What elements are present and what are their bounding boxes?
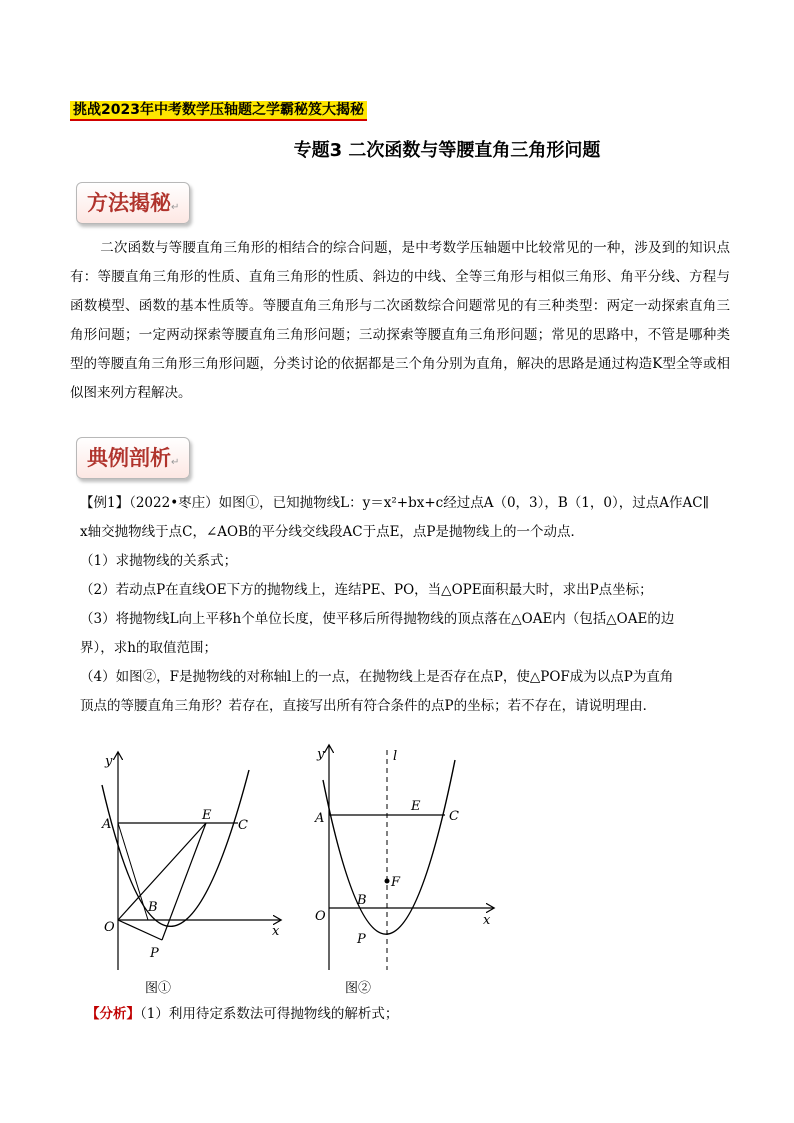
question-4: （4）如图②，F是抛物线的对称轴l上的一点，在抛物线上是否存在点P，使△POF成为以点P为直角	[80, 669, 674, 685]
segment-OP	[118, 920, 162, 940]
section-method-header	[76, 182, 190, 224]
example-line: x轴交抛物线于点C，∠AOB的平分线交线段AC于点E，点P是抛物线上的一个动点．	[80, 524, 585, 540]
label-O: O	[315, 909, 326, 924]
label-x: x	[483, 913, 491, 928]
paragraph-mark-icon: ↵	[171, 202, 180, 213]
segment-PE	[162, 823, 206, 940]
label-y: y	[317, 747, 325, 762]
example-line: 【例1】（2022•枣庄）如图①，已知抛物线L：y＝x²+bx+c经过点A（0，3），B（1，0），过点A作AC∥	[80, 495, 709, 511]
page-title: 专题3 二次函数与等腰直角三角形问题	[293, 140, 601, 161]
label-E: E	[411, 799, 421, 814]
label-C: C	[238, 818, 248, 833]
label-A: A	[102, 817, 112, 832]
question-3-cont: 界），求h的取值范围；	[80, 640, 217, 656]
series-banner: 挑战2023年中考数学压轴题之学霸秘笈大揭秘	[70, 101, 367, 121]
question-2: （2）若动点P在直线OE下方的抛物线上，连结PE、PO，当△OPE面积最大时，求出P点坐标；	[80, 582, 653, 598]
question-1: （1）求抛物线的关系式；	[80, 553, 238, 569]
figure-1	[90, 745, 290, 979]
intro-text: 二次函数与等腰直角三角形的相结合的综合问题，是中考数学压轴题中比较常见的一种，涉及到的知识点有：等腰直角三角形的性质、直角三角形的性质、斜边的中线、全等三角形与相似三角形、角平分线、方程与函数模型、函数的基本性质等。等腰直角三角形与二次函数综合问题常见的有三种类型：两定一动探索直角三角形问题；一定两动探索等腰直角三角形问题；三动探索等腰直角三角形问题；常见的思路中，不管是哪种类型的等腰直角三角形三角形问题，分类讨论的依据都是三个角分别为直角，解决的思路是通过构造K型全等或相似图来列方程解决。	[70, 240, 730, 401]
question-4-cont: 顶点的等腰直角三角形？若存在，直接写出所有符合条件的点P的坐标；若不存在，请说明理由．	[80, 698, 657, 714]
paragraph-mark-icon: ↵	[171, 457, 180, 468]
intro-paragraph	[70, 234, 730, 408]
analysis-tag: 【分析】	[86, 1006, 140, 1022]
analysis-text: （1）利用待定系数法可得抛物线的解析式；	[140, 1006, 399, 1022]
point-F	[385, 879, 390, 884]
label-l: l	[393, 749, 398, 764]
label-x: x	[272, 924, 280, 939]
analysis-line	[86, 1002, 398, 1022]
section-example-header	[76, 437, 190, 479]
label-B: B	[357, 893, 367, 908]
section-example-label: 典例剖析	[87, 446, 171, 470]
section-method-label: 方法揭秘	[87, 191, 171, 215]
figure-1-diagram	[90, 745, 290, 975]
label-A: A	[315, 811, 325, 826]
figure-1-caption: 图①	[145, 981, 172, 996]
segment-AB	[118, 823, 148, 920]
label-O: O	[104, 920, 115, 935]
label-P: P	[357, 932, 366, 947]
label-C: C	[449, 809, 459, 824]
question-3: （3）将抛物线L向上平移h个单位长度，使平移后所得抛物线的顶点落在△OAE内（包括△OAE的边	[80, 611, 675, 627]
figure-2-caption: 图②	[345, 981, 372, 996]
label-B: B	[148, 900, 158, 915]
figure-2-diagram	[305, 738, 505, 978]
example-problem	[80, 489, 720, 721]
figure-2	[305, 738, 505, 982]
label-F: F	[391, 875, 401, 890]
label-P: P	[150, 946, 159, 961]
segment-OE	[118, 823, 206, 920]
label-E: E	[202, 808, 212, 823]
label-y: y	[105, 754, 113, 769]
